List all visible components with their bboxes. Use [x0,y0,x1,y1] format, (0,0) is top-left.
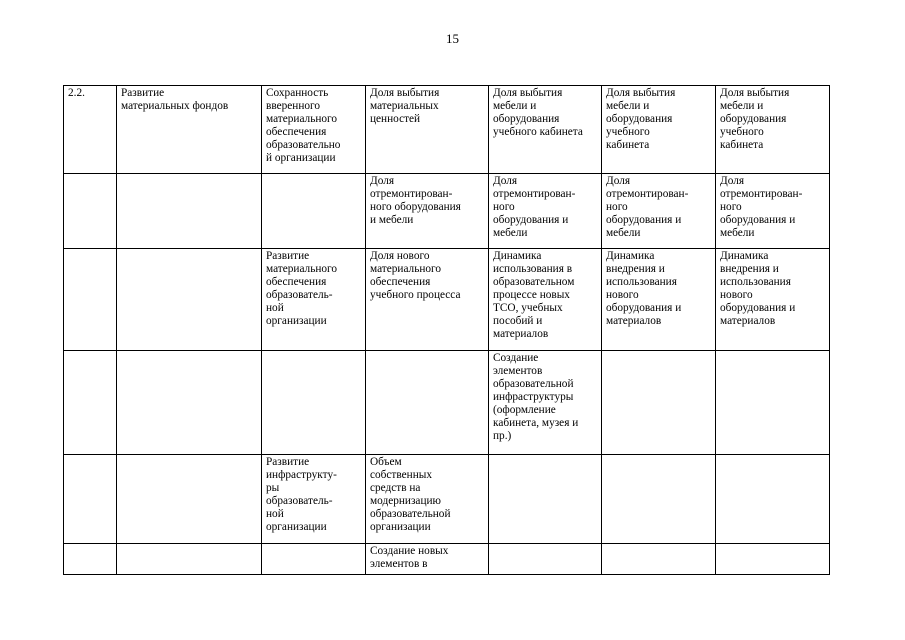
table-cell [366,351,489,455]
table-cell [117,249,262,351]
table-cell [489,351,602,455]
table-cell [489,249,602,351]
cell-text: Динамика внедрения и использования нового оборудования и материалов [720,250,796,327]
cell-text: Доля отремонтирован- ного оборудования и мебели [370,175,461,226]
table-cell [602,455,716,544]
table-cell [489,174,602,249]
cell-text: Развитие материальных фондов [121,87,229,112]
table-cell [489,86,602,174]
cell-text: Динамика внедрения и использования нового оборудования и материалов [606,250,682,327]
table-cell [489,544,602,575]
table-cell [602,86,716,174]
table-cell [262,351,366,455]
table-cell [489,455,602,544]
table-cell [262,86,366,174]
cell-text: Доля выбытия мебели и оборудования учебного кабинета [720,87,790,151]
table-cell [64,544,117,575]
cell-text: Объем собственных средств на модернизацию образовательной организации [370,456,451,533]
table-cell [117,174,262,249]
table-cell [716,86,830,174]
table-cell [366,86,489,174]
table-cell [262,455,366,544]
table-row [64,351,830,455]
table-cell [366,249,489,351]
table-cell [64,249,117,351]
table-cell [366,455,489,544]
table-row [64,174,830,249]
cell-text: Доля отремонтирован- ного оборудования и мебели [720,175,803,239]
table-row [64,544,830,575]
table-cell [64,455,117,544]
table-cell [262,174,366,249]
table-cell [117,86,262,174]
indicators-table [63,85,830,575]
cell-text: 2.2. [68,87,85,99]
table-row [64,249,830,351]
cell-text: Создание элементов образовательной инфраструктуры (оформление кабинета, музея и пр.) [493,352,579,442]
table-cell [64,86,117,174]
table-cell [366,544,489,575]
cell-text: Динамика использования в образовательном процессе новых ТСО, учебных пособий и материалов [493,250,575,340]
cell-text: Доля отремонтирован- ного оборудования и мебели [493,175,576,239]
table-cell [64,351,117,455]
table-cell [716,174,830,249]
cell-text: Развитие инфраструкту- ры образователь- ной организации [266,456,337,533]
table-cell [262,249,366,351]
cell-text: Доля выбытия мебели и оборудования учебного кабинета [493,87,583,138]
table-cell [716,455,830,544]
cell-text: Доля выбытия мебели и оборудования учебного кабинета [606,87,676,151]
cell-text: Доля нового материального обеспечения учебного процесса [370,250,461,301]
cell-text: Развитие материального обеспечения образователь- ной организации [266,250,338,327]
table-row [64,86,830,174]
table-cell [602,351,716,455]
cell-text: Сохранность вверенного материального обеспечения образовательно й организации [266,87,341,164]
table-cell [716,544,830,575]
table-row [64,455,830,544]
table-cell [366,174,489,249]
table-cell [262,544,366,575]
table-cell [602,249,716,351]
table-cell [117,455,262,544]
table-cell [117,351,262,455]
cell-text: Доля выбытия материальных ценностей [370,87,440,125]
cell-text: Создание новых элементов в [370,545,449,570]
table-cell [602,174,716,249]
cell-text: Доля отремонтирован- ного оборудования и мебели [606,175,689,239]
page-number: 15 [446,31,459,46]
table-cell [64,174,117,249]
table-cell [716,351,830,455]
table-cell [117,544,262,575]
table-cell [602,544,716,575]
table-cell [716,249,830,351]
